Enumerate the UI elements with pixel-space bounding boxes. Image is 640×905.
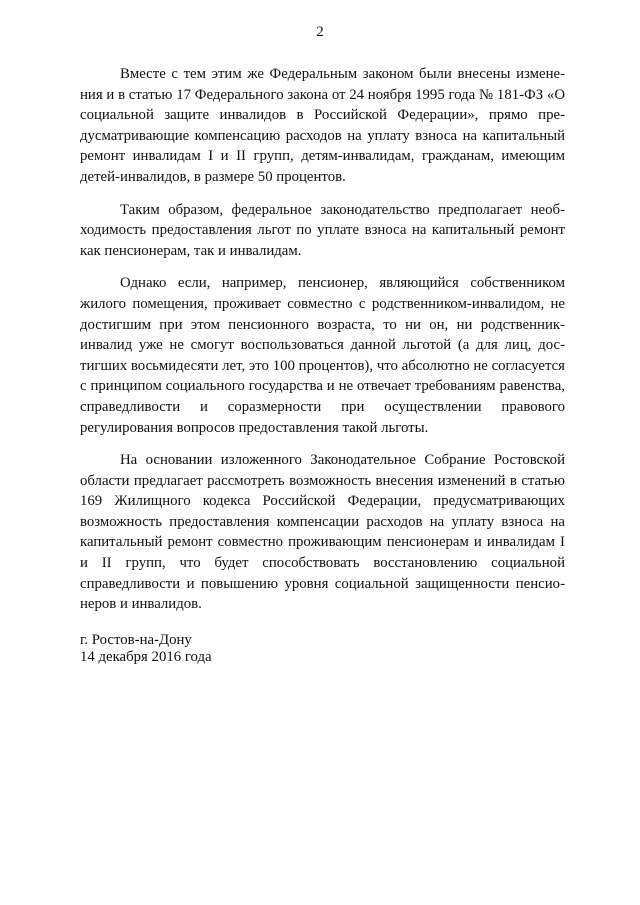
document-body bbox=[80, 64, 565, 627]
page-number: 2 bbox=[316, 24, 324, 40]
paragraph-4: На основании изложенного Законодательное Собрание Ростовской области предлагает рассмотреть возможность внесения изменений в статью 169 Жилищного кодекса Российской Федерации, предусматривающих возможность предоставления компенсации расходов на уплату взноса на капитальный ремонт совместно проживающим пенсионерам и инвалидам I и II групп, что будет способствовать восстановлению социальной справедливости и повышению уровня социальной защищенности пенсионеров и инвалидов. bbox=[80, 452, 565, 613]
signature-date: 14 декабря 2016 года bbox=[80, 649, 212, 665]
paragraph-1: Вместе с тем этим же Федеральным законом были внесены изменения и в статью 17 Федерального закона от 24 ноября 1995 года № 181-ФЗ «О социальной защите инвалидов в Российской Федерации», прямо предусматривающие компенсацию расходов на уплату взноса на капитальный ремонт инвалидам I и II групп, детям-инвалидам, гражданам, имеющим детей-инвалидов, в размере 50 процентов. bbox=[80, 66, 565, 185]
signature-block bbox=[80, 632, 212, 666]
signature-place: г. Ростов-на-Дону bbox=[80, 632, 192, 648]
paragraph-2: Таким образом, федеральное законодательство предполагает необходимость предоставления льгот по уплате взноса на капитальный ремонт как пенсионерам, так и инвалидам. bbox=[80, 201, 565, 259]
paragraph-3: Однако если, например, пенсионер, являющийся собственником жилого помещения, проживает совместно с родственником-инвалидом, не достигшим при этом пенсионного возраста, то ни он, ни родственник-инвалид уже не смогут воспользоваться данной льготой (а для лиц, достигших восьмидесяти лет, это 100 процентов), что абсолютно не согласуется с принципом социального государства и не отвечает требованиям равенства, справедливости и соразмерности при осуществлении правового регулирования вопросов предоставления такой льготы. bbox=[80, 275, 565, 436]
